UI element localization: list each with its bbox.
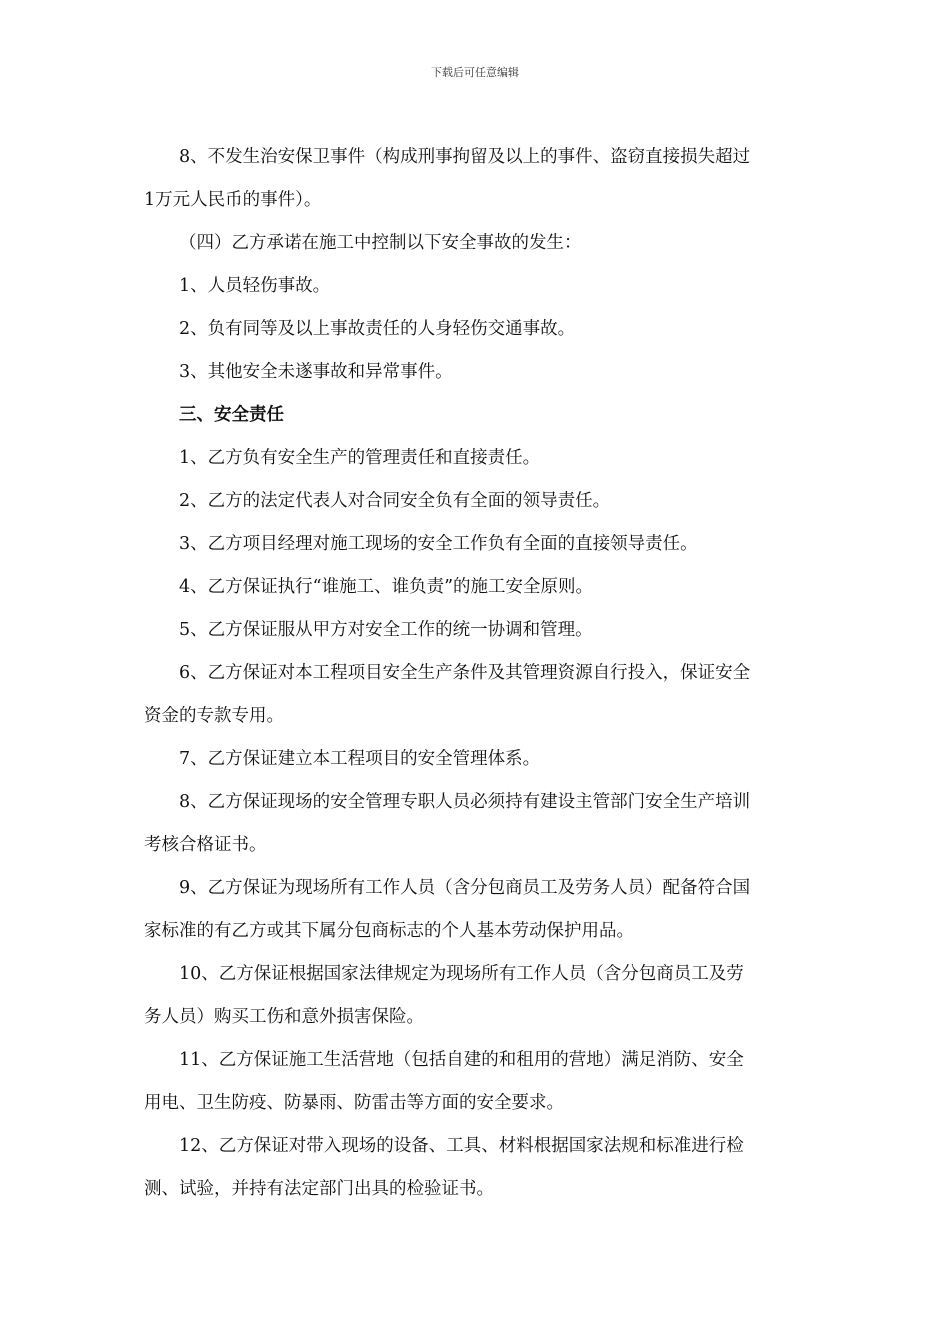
paragraph: 10、乙方保证根据国家法律规定为现场所有工作人员（含分包商员工及劳 [179,964,744,984]
paragraph-continuation: 务人员）购买工伤和意外损害保险。 [144,1007,424,1027]
paragraph: 5、乙方保证服从甲方对安全工作的统一协调和管理。 [179,620,593,640]
paragraph-continuation: 资金的专款专用。 [144,706,284,726]
paragraph: 7、乙方保证建立本工程项目的安全管理体系。 [179,749,541,769]
paragraph: 2、负有同等及以上事故责任的人身轻伤交通事故。 [179,319,576,339]
paragraph: 3、其他安全未遂事故和异常事件。 [179,362,453,382]
paragraph: 11、乙方保证施工生活营地（包括自建的和租用的营地）满足消防、安全 [179,1050,744,1070]
paragraph-continuation: 测、试验，并持有法定部门出具的检验证书。 [144,1179,494,1199]
sub-heading: （四）乙方承诺在施工中控制以下安全事故的发生： [179,233,582,253]
paragraph: 1、人员轻伤事故。 [179,276,331,296]
paragraph: 8、乙方保证现场的安全管理专职人员必须持有建设主管部门安全生产培训 [179,792,751,812]
paragraph-continuation: 用电、卫生防疫、防暴雨、防雷击等方面的安全要求。 [144,1093,564,1113]
section-heading: 三、安全责任 [179,405,284,425]
page-header: 下载后可任意编辑 [431,66,519,79]
paragraph-continuation: 考核合格证书。 [144,835,267,855]
paragraph: 6、乙方保证对本工程项目安全生产条件及其管理资源自行投入，保证安全 [179,663,751,683]
document-body [144,136,808,1211]
paragraph: 8、不发生治安保卫事件（构成刑事拘留及以上的事件、盗窃直接损失超过 [179,147,751,167]
paragraph: 9、乙方保证为现场所有工作人员（含分包商员工及劳务人员）配备符合国 [179,878,751,898]
paragraph: 1、乙方负有安全生产的管理责任和直接责任。 [179,448,541,468]
paragraph: 3、乙方项目经理对施工现场的安全工作负有全面的直接领导责任。 [179,534,698,554]
paragraph-continuation: 1万元人民币的事件）。 [144,190,322,210]
paragraph: 12、乙方保证对带入现场的设备、工具、材料根据国家法规和标准进行检 [179,1136,744,1156]
paragraph: 2、乙方的法定代表人对合同安全负有全面的领导责任。 [179,491,611,511]
paragraph: 4、乙方保证执行“谁施工、谁负责”的施工安全原则。 [179,577,594,597]
paragraph-continuation: 家标准的有乙方或其下属分包商标志的个人基本劳动保护用品。 [144,921,634,941]
